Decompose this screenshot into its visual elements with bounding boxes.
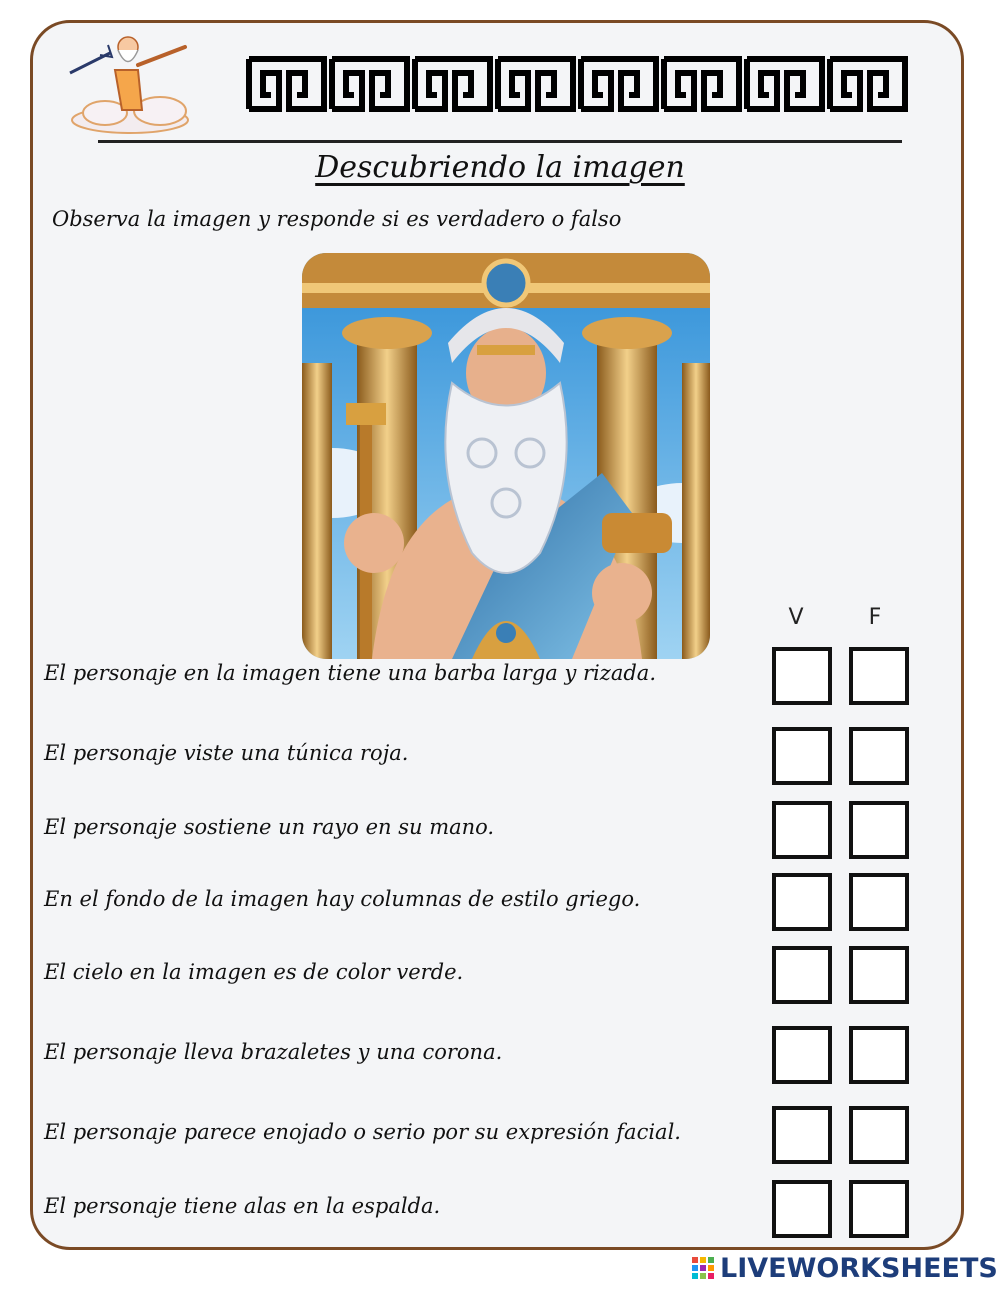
liveworksheets-name: LIVEWORKSHEETS <box>720 1252 998 1284</box>
statement-row <box>0 1026 1000 1086</box>
statement-row <box>0 1180 1000 1240</box>
false-checkbox[interactable] <box>849 1180 909 1238</box>
statement-text: El personaje parece enojado o serio por su expresión facial. <box>44 1120 681 1144</box>
true-checkbox[interactable] <box>772 1106 832 1164</box>
liveworksheets-logo-icon <box>692 1257 714 1279</box>
statement-text: El personaje lleva brazaletes y una corona. <box>44 1040 503 1064</box>
statement-row <box>0 873 1000 933</box>
header-divider <box>98 140 902 143</box>
column-header-false: F <box>868 605 882 630</box>
true-checkbox[interactable] <box>772 727 832 785</box>
true-checkbox[interactable] <box>772 647 832 705</box>
liveworksheets-branding <box>692 1253 998 1283</box>
false-checkbox[interactable] <box>849 647 909 705</box>
false-checkbox[interactable] <box>849 1106 909 1164</box>
statement-text: El personaje viste una túnica roja. <box>44 741 409 765</box>
false-checkbox[interactable] <box>849 946 909 1004</box>
statement-text: El personaje en la imagen tiene una barba larga y rizada. <box>44 661 656 685</box>
instructions-text: Observa la imagen y responde si es verdadero o falso <box>52 207 622 231</box>
true-checkbox[interactable] <box>772 1026 832 1084</box>
statement-text: En el fondo de la imagen hay columnas de estilo griego. <box>44 887 641 911</box>
true-checkbox[interactable] <box>772 946 832 1004</box>
column-header-true: V <box>788 605 804 630</box>
statement-row <box>0 801 1000 861</box>
false-checkbox[interactable] <box>849 727 909 785</box>
false-checkbox[interactable] <box>849 873 909 931</box>
statement-row <box>0 1106 1000 1166</box>
zeus-picture <box>302 253 710 659</box>
zeus-clipart-icon <box>60 25 210 135</box>
statement-text: El cielo en la imagen es de color verde. <box>44 960 464 984</box>
false-checkbox[interactable] <box>849 801 909 859</box>
false-checkbox[interactable] <box>849 1026 909 1084</box>
greek-key-border <box>245 55 910 113</box>
statement-text: El personaje tiene alas en la espalda. <box>44 1194 441 1218</box>
statement-text: El personaje sostiene un rayo en su mano. <box>44 815 495 839</box>
worksheet-title: Descubriendo la imagen <box>315 150 685 185</box>
true-checkbox[interactable] <box>772 873 832 931</box>
true-checkbox[interactable] <box>772 801 832 859</box>
statement-row <box>0 647 1000 707</box>
statement-row <box>0 727 1000 787</box>
statement-row <box>0 946 1000 1006</box>
true-checkbox[interactable] <box>772 1180 832 1238</box>
